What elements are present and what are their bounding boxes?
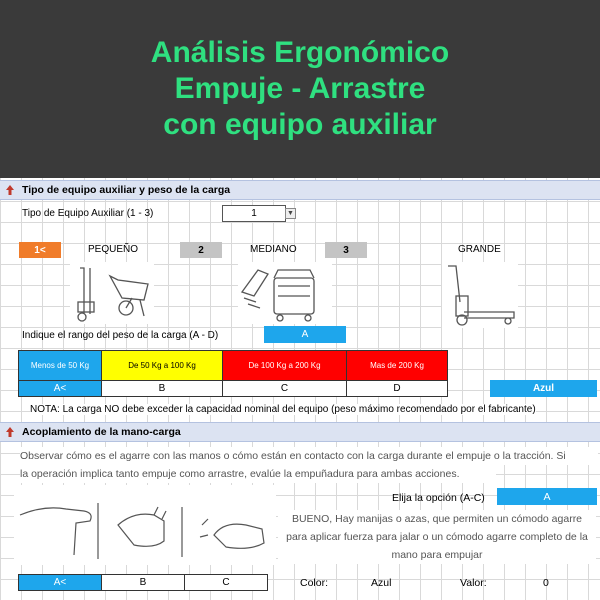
range-cell-d: Mas de 200 Kg [346, 350, 448, 381]
pallet-jack-icon [442, 262, 518, 328]
coupling-instructions-line-2: la operación implica tanto empuje como arrastre, evalúe la empuñadura para ambas acciones. [20, 465, 496, 483]
valor-label: Valor: [460, 577, 487, 589]
section-marker-icon [4, 184, 16, 196]
coupling-letter-b: B [101, 574, 185, 591]
option-label: Elija la opción (A-C) [392, 492, 485, 504]
weight-range-field[interactable]: A [264, 326, 346, 343]
spreadsheet [0, 178, 600, 600]
large-equipment-image [442, 262, 518, 328]
banner-title-line-1: Análisis Ergonómico [150, 36, 450, 69]
option-description-line-2: para aplicar fuerza para jalar o un cómodo agarre completo de la [278, 528, 596, 546]
coupling-letter-a: A< [18, 574, 102, 591]
medium-equipment-image [238, 262, 332, 324]
coupling-letter-c: C [184, 574, 268, 591]
section-marker-icon [4, 426, 16, 438]
trolley-bin-icon [238, 262, 332, 324]
option-description-line-3: mano para empujar [278, 546, 596, 564]
range-cell-c: De 100 Kg a 200 Kg [222, 350, 347, 381]
type-1-badge: 1< [19, 242, 61, 258]
range-cell-a: Menos de 50 Kg [18, 350, 102, 381]
banner-title-line-2: Empuje - Arrastre [174, 72, 426, 105]
range-letter-b: B [101, 380, 223, 397]
weight-range-label: Indique el rango del peso de la carga (A - D) [22, 330, 219, 341]
color-value: Azul [371, 577, 392, 589]
small-equipment-image [70, 262, 154, 324]
equip-type-field[interactable] [222, 205, 286, 222]
option-description-line-1: BUENO, Hay manijas o azas, que permiten un cómodo agarre [278, 510, 596, 528]
grip-examples-image [14, 485, 276, 565]
section-header-equipment [0, 180, 600, 200]
banner-title-line-3: con equipo auxiliar [163, 108, 437, 141]
range-letter-d: D [346, 380, 448, 397]
section-title-coupling: Acoplamiento de la mano-carga [22, 426, 181, 438]
title-banner [0, 0, 600, 178]
option-field[interactable]: A [497, 488, 597, 505]
capacity-note: NOTA: La carga NO debe exceder la capacidad nominal del equipo (peso máximo recomendado por el fabricante) [30, 404, 536, 415]
section-title-equipment: Tipo de equipo auxiliar y peso de la carga [22, 184, 231, 196]
type-3-badge: 3 [325, 242, 367, 258]
range-letter-a: A< [18, 380, 102, 397]
type-1-name: PEQUEÑO [88, 244, 139, 255]
type-2-name: MEDIANO [250, 244, 297, 255]
color-label: Color: [300, 577, 329, 589]
equip-type-label: Tipo de Equipo Auxiliar (1 - 3) [22, 208, 154, 219]
range-cell-b: De 50 Kg a 100 Kg [101, 350, 223, 381]
range-color-result: Azul [490, 380, 597, 397]
section-header-coupling [0, 422, 600, 442]
coupling-instructions-line-1: Observar cómo es el agarre con las manos o cómo están en contacto con la carga durante el empuje o la tracción. Si [20, 447, 598, 465]
type-2-badge: 2 [180, 242, 222, 258]
hand-grip-icon [14, 485, 276, 565]
valor-value: 0 [543, 577, 549, 589]
chevron-down-icon[interactable]: ▼ [285, 208, 296, 219]
hand-truck-wheelbarrow-icon [70, 262, 154, 324]
type-3-name: GRANDE [458, 244, 501, 255]
equip-type-value: 1 [251, 208, 257, 219]
range-letter-c: C [222, 380, 347, 397]
